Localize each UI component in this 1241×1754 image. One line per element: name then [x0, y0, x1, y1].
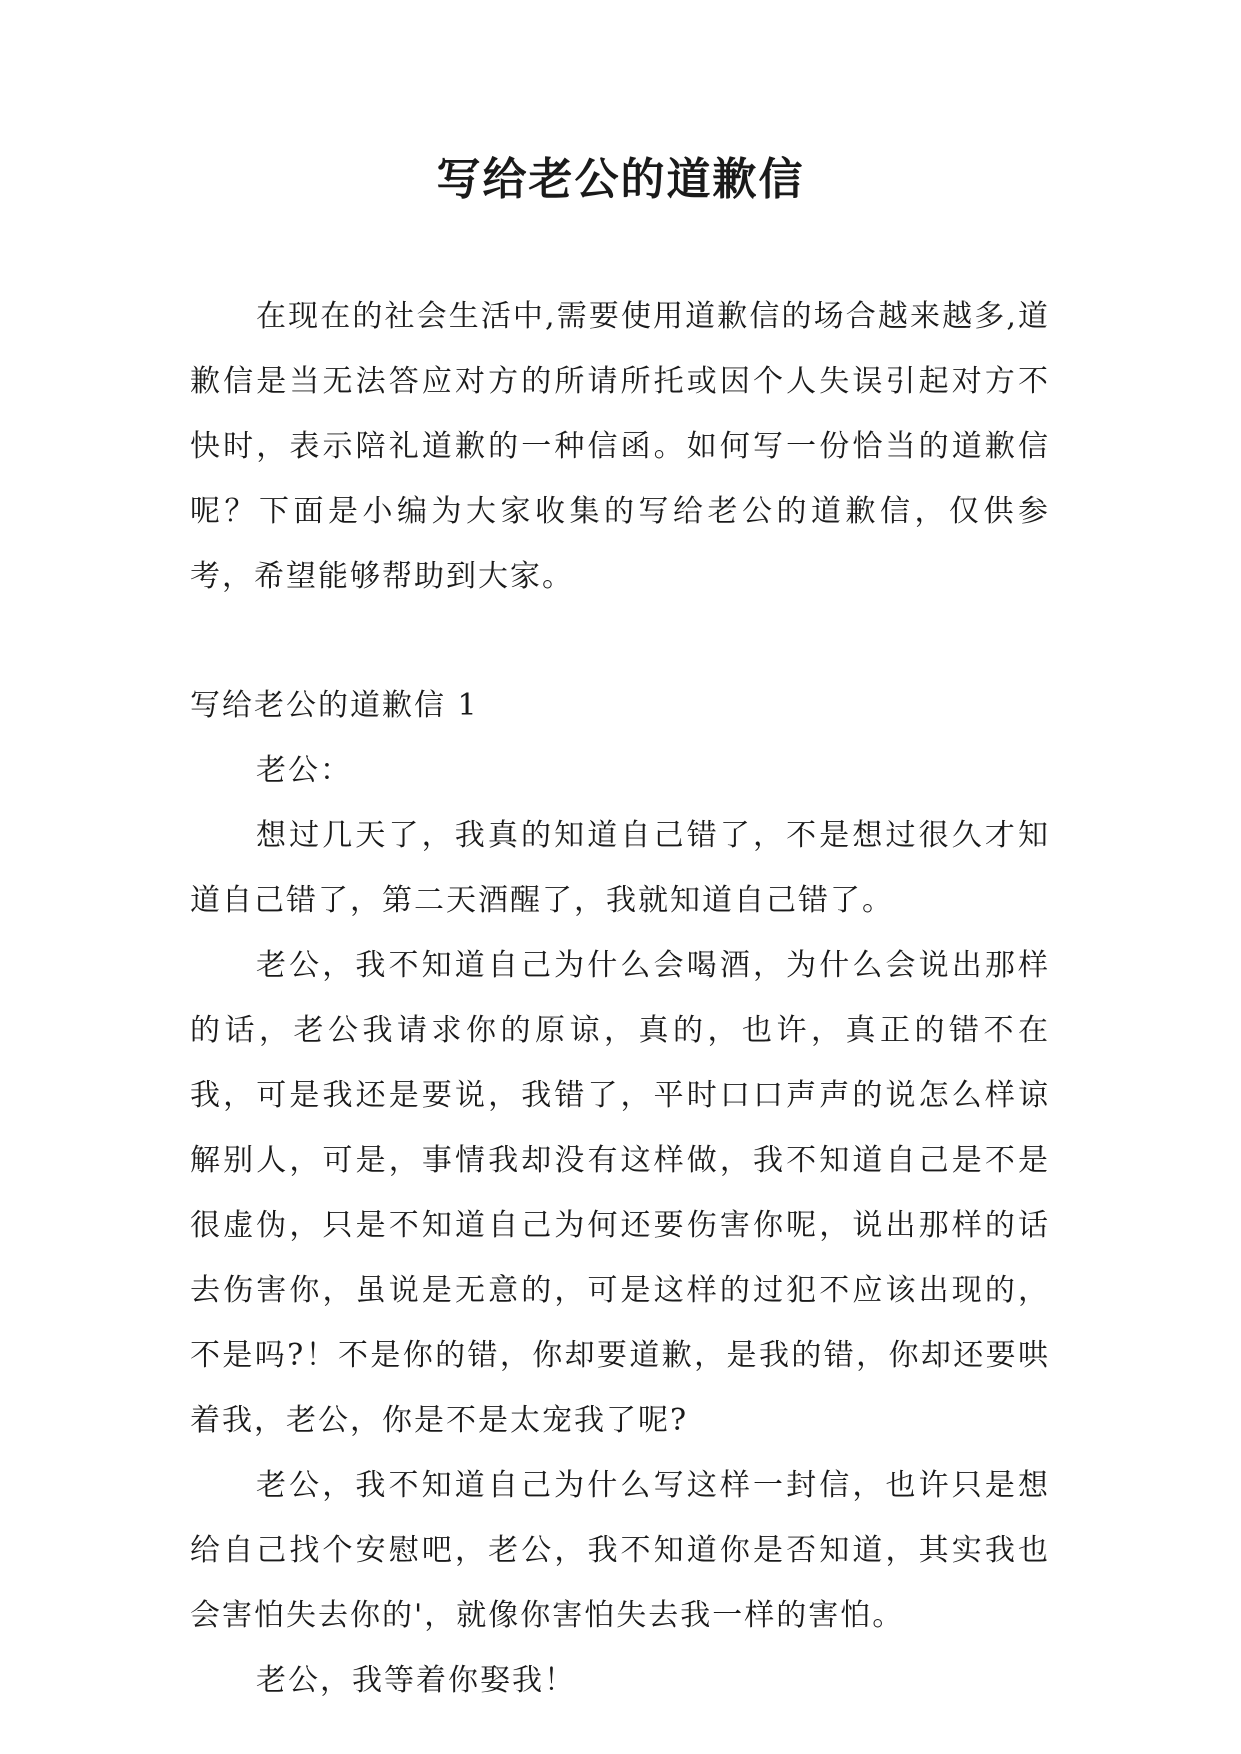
letter-paragraph: 老公，我不知道自己为什么写这样一封信，也许只是想给自己找个安慰吧，老公，我不知道你是否知道，其实我也会害怕失去你的'，就像你害怕失去我一样的害怕。	[190, 1468, 1050, 1633]
intro-paragraph: 在现在的社会生活中,需要使用道歉信的场合越来越多,道歉信是当无法答应对方的所请所托或因个人失误引起对方不快时，表示陪礼道歉的一种信函。如何写一份恰当的道歉信呢？下面是小编为大家收集的写给老公的道歉信，仅供参考，希望能够帮助到大家。	[190, 299, 1050, 594]
letter-salutation: 老公：	[256, 753, 352, 788]
section-spacer	[190, 609, 1050, 673]
document-body	[190, 284, 1050, 1713]
letter-paragraph: 老公，我不知道自己为什么会喝酒，为什么会说出那样的话，老公我请求你的原谅，真的，也许，真正的错不在我，可是我还是要说，我错了，平时口口声声的说怎么样谅解别人，可是，事情我却没有这样做，我不知道自己是不是很虚伪，只是不知道自己为何还要伤害你呢，说出那样的话去伤害你，虽说是无意的，可是这样的过犯不应该出现的，不是吗?！不是你的错，你却要道歉，是我的错，你却还要哄着我，老公，你是不是太宠我了呢?	[190, 948, 1050, 1438]
section-heading: 写给老公的道歉信 1	[190, 688, 479, 723]
letter-paragraph: 想过几天了，我真的知道自己错了，不是想过很久才知道自己错了，第二天酒醒了，我就知道自己错了。	[190, 818, 1050, 918]
page-title: 写给老公的道歉信	[436, 154, 805, 205]
letter-closing: 老公，我等着你娶我！	[256, 1663, 576, 1698]
